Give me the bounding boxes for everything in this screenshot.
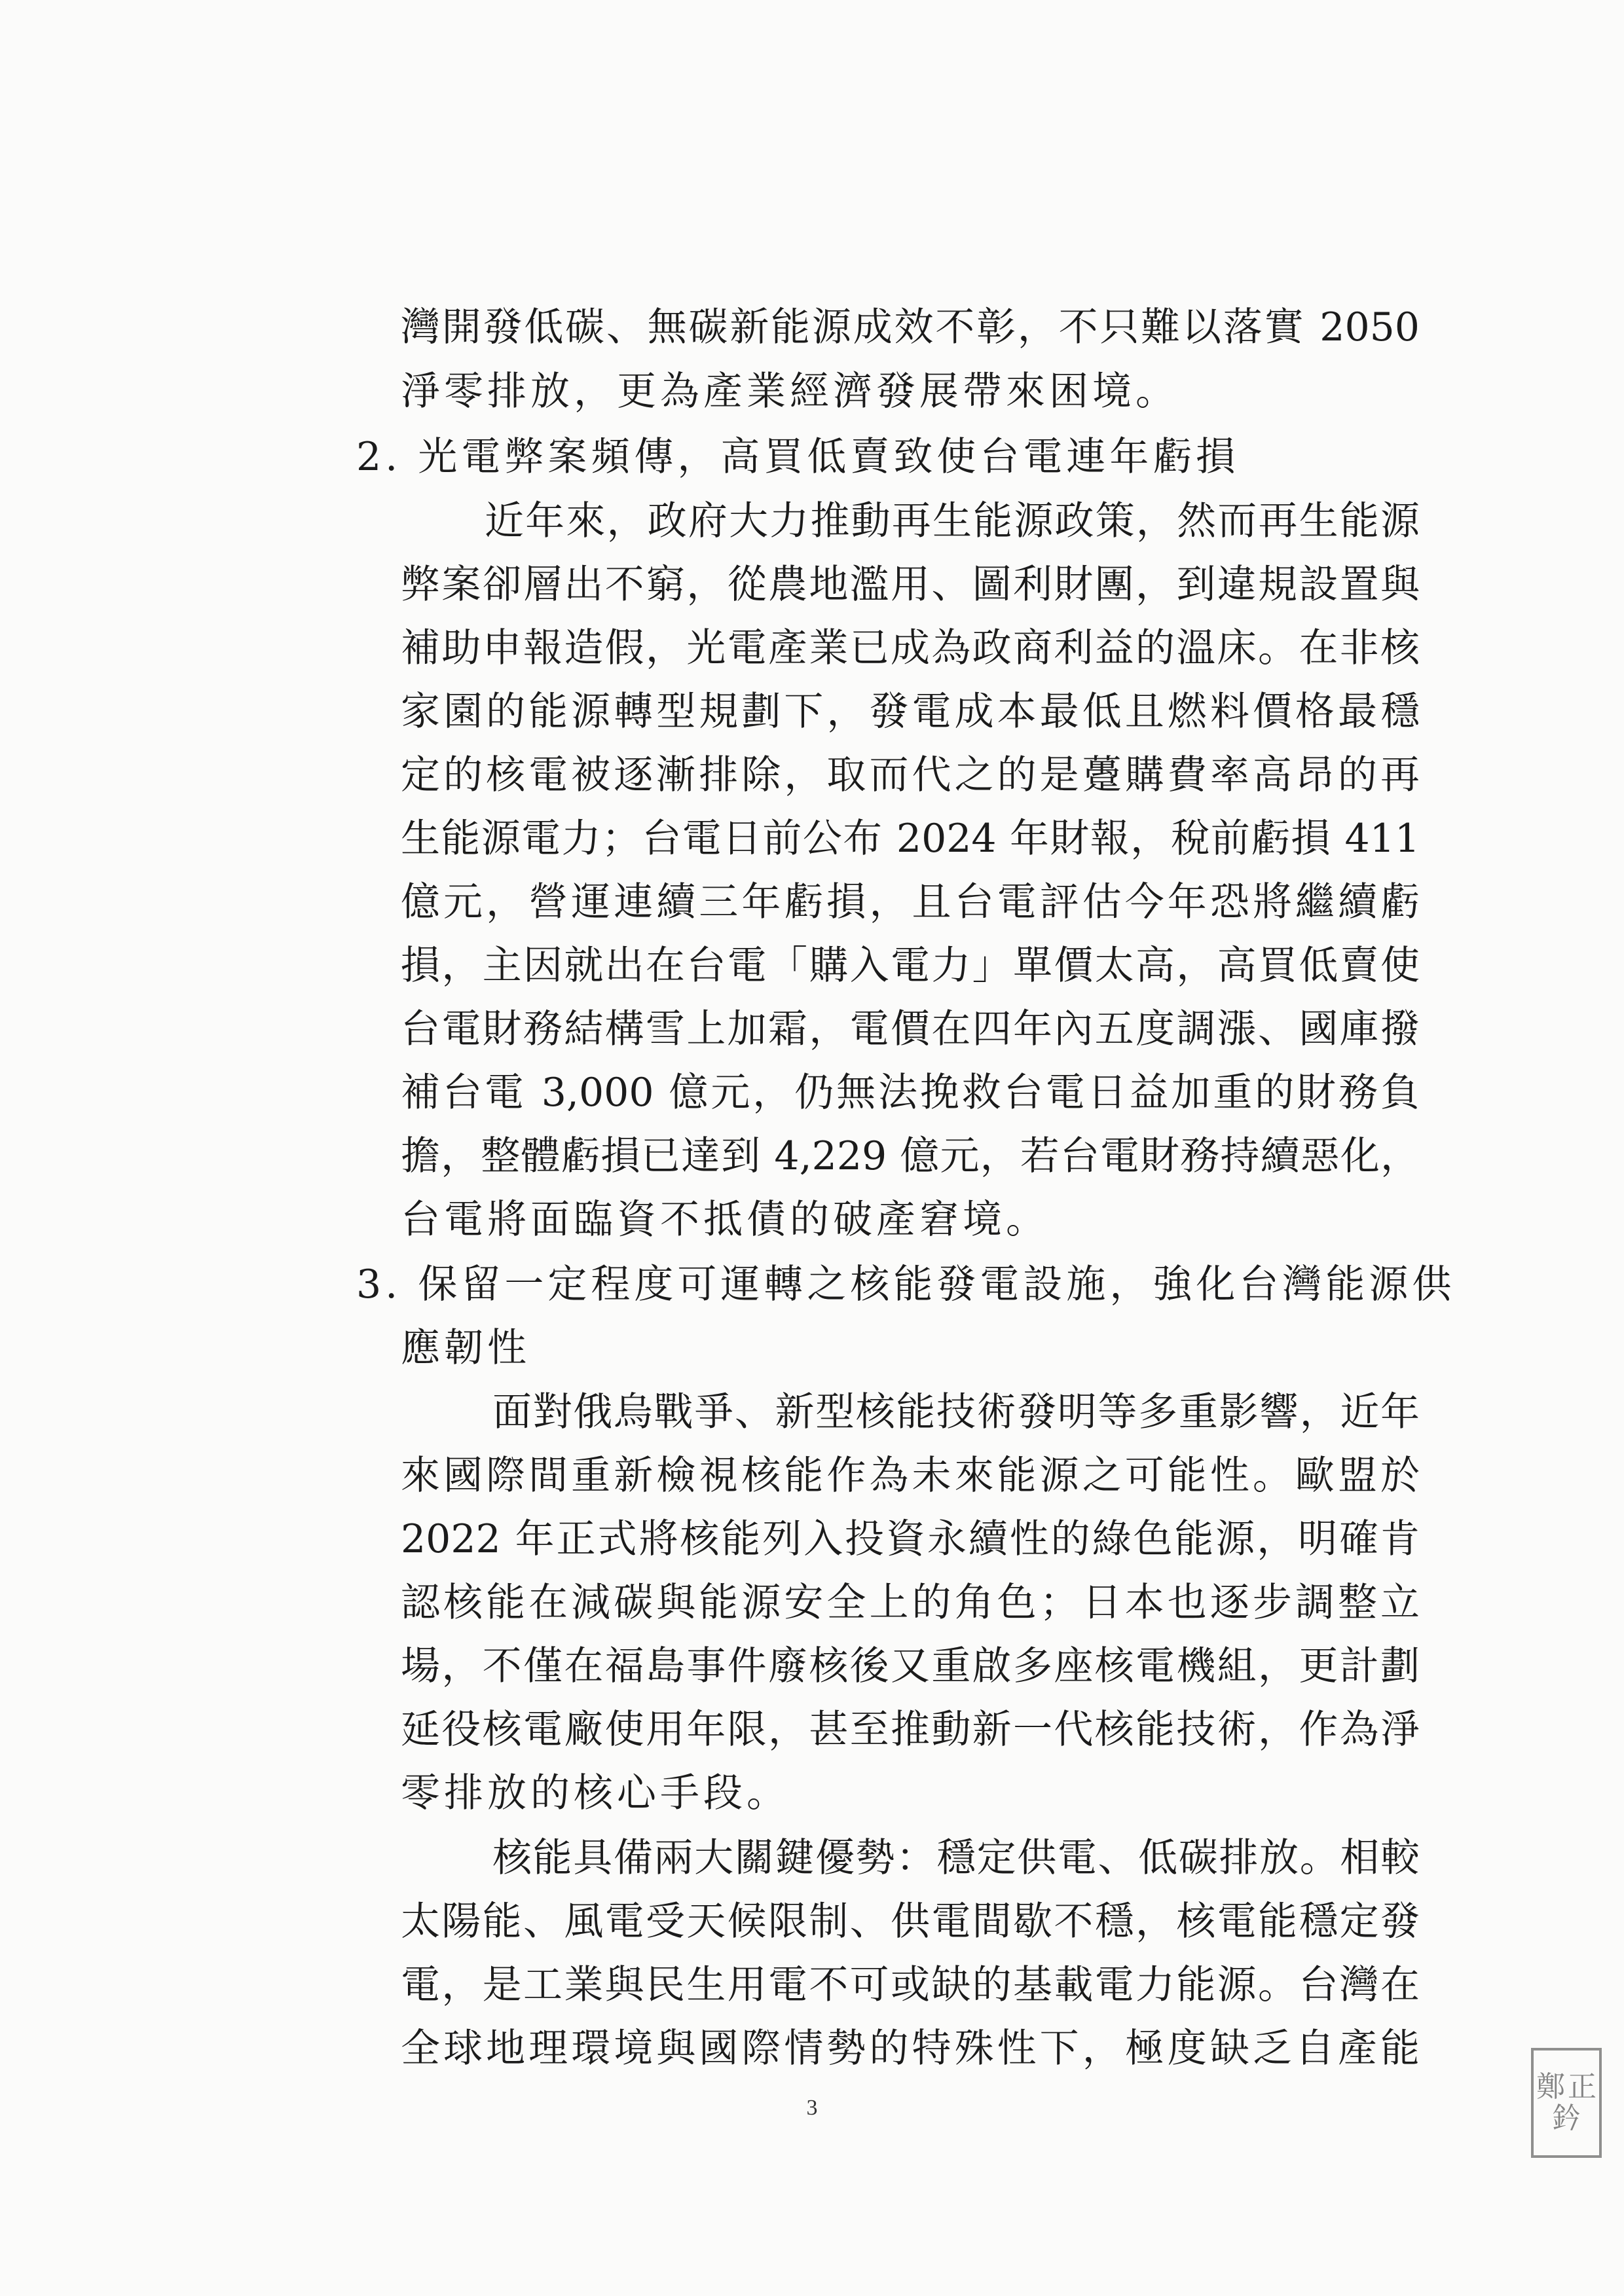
paragraph-line: 億元，營運連續三年虧損，且台電評估今年恐將繼續虧 — [401, 879, 1420, 925]
paragraph-line: 來國際間重新檢視核能作為未來能源之可能性。歐盟於 — [401, 1453, 1420, 1499]
paragraph-line: 零排放的核心手段。 — [401, 1770, 790, 1816]
section-heading-continuation: 應韌性 — [401, 1325, 530, 1371]
paragraph-line: 定的核電被逐漸排除，取而代之的是躉購費率高昂的再 — [401, 752, 1420, 798]
paragraph-line: 認核能在減碳與能源安全上的角色；日本也逐步調整立 — [401, 1580, 1420, 1626]
paragraph-line: 太陽能、風電受天候限制、供電間歇不穩，核電能穩定發 — [401, 1899, 1420, 1944]
paragraph-line: 生能源電力；台電日前公布 2024 年財報，稅前虧損 411 — [401, 816, 1420, 862]
paragraph-line: 淨零排放，更為產業經濟發展帶來困境。 — [401, 369, 1179, 414]
paragraph-line: 家園的能源轉型規劃下，發電成本最低且燃料價格最穩 — [401, 689, 1420, 735]
paragraph-line: 補助申報造假，光電產業已成為政商利益的溫床。在非核 — [401, 625, 1420, 671]
paragraph-line: 灣開發低碳、無碳新能源成效不彰，不只難以落實 2050 — [401, 304, 1420, 350]
paragraph-line: 延役核電廠使用年限，甚至推動新一代核能技術，作為淨 — [401, 1707, 1420, 1753]
paragraph-line: 全球地理環境與國際情勢的特殊性下，極度缺乏自產能 — [401, 2026, 1420, 2071]
paragraph-line: 場，不僅在福島事件廢核後又重啟多座核電機組，更計劃 — [401, 1643, 1420, 1689]
section-heading: 3. 保留一定程度可運轉之核能發電設施，強化台灣能源供 — [356, 1262, 1456, 1307]
paragraph-line: 近年來，政府大力推動再生能源政策，然而再生能源 — [485, 498, 1420, 544]
paragraph-line: 台電財務結構雪上加霜，電價在四年內五度調漲、國庫撥 — [401, 1006, 1420, 1052]
section-heading: 2. 光電弊案頻傳，高買低賣致使台電連年虧損 — [356, 434, 1240, 480]
paragraph-line: 擔，整體虧損已達到 4,229 億元，若台電財務持續惡化， — [401, 1133, 1420, 1179]
seal-stamp: 鄭 正 鈐 — [1531, 2048, 1602, 2158]
paragraph-line: 面對俄烏戰爭、新型核能技術發明等多重影響，近年 — [492, 1389, 1420, 1435]
page-number: 3 — [806, 2096, 818, 2120]
paragraph-line: 電，是工業與民生用電不可或缺的基載電力能源。台灣在 — [401, 1962, 1420, 2008]
paragraph-line: 弊案卻層出不窮，從農地濫用、圖利財團，到違規設置與 — [401, 562, 1420, 608]
paragraph-line: 台電將面臨資不抵債的破產窘境。 — [401, 1197, 1049, 1243]
paragraph-line: 損，主因就出在台電「購入電力」單價太高，高買低賣使 — [401, 943, 1420, 989]
paragraph-line: 2022 年正式將核能列入投資永續性的綠色能源，明確肯 — [401, 1516, 1420, 1562]
paragraph-line: 核能具備兩大關鍵優勢：穩定供電、低碳排放。相較 — [492, 1835, 1420, 1881]
paragraph-line: 補台電 3,000 億元，仍無法挽救台電日益加重的財務負 — [401, 1070, 1420, 1116]
